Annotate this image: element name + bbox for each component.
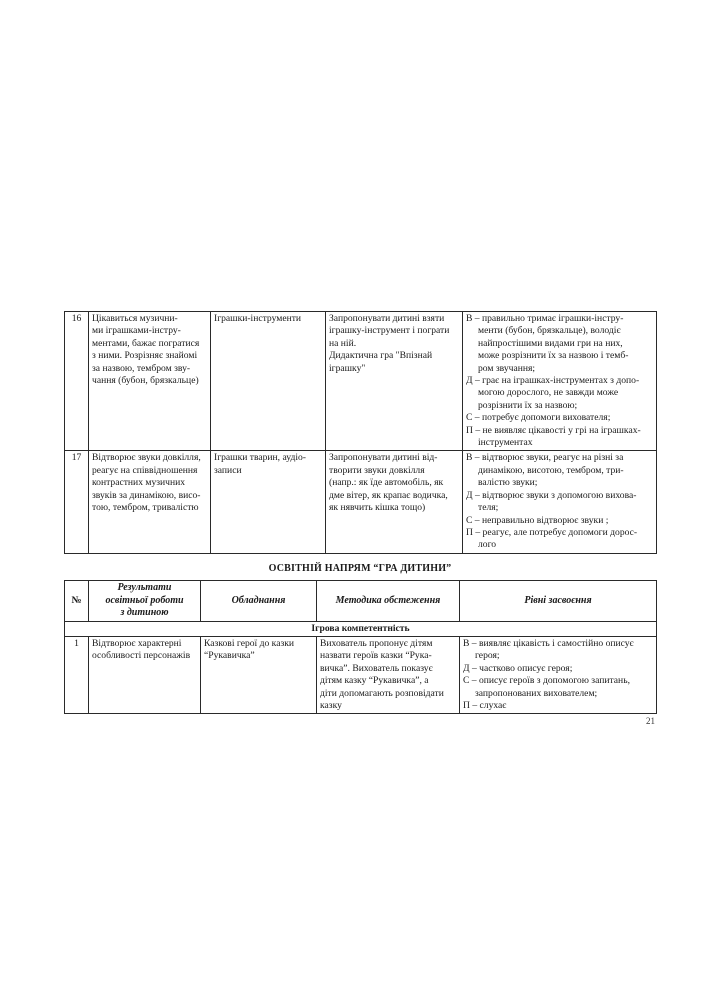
observation-table bbox=[64, 580, 657, 714]
row-number: 17 bbox=[65, 451, 89, 553]
level-item: С – неправильно відтворює звуки ; bbox=[466, 514, 609, 526]
row-number: 16 bbox=[65, 312, 89, 451]
level-item: П – не виявляє цікавості у грі на іграшках- інструментах bbox=[466, 424, 641, 449]
header-levels: Рівні засвоєння bbox=[460, 581, 657, 622]
observation-table-continued bbox=[64, 311, 657, 554]
header-equipment: Обладнання bbox=[201, 581, 317, 622]
row-number: 1 bbox=[65, 636, 89, 713]
levels-cell bbox=[460, 636, 657, 713]
competence-subheader: Ігрова компетентність bbox=[65, 621, 657, 636]
level-item: Д – відтворює звуки з допомогою вихова- теля; bbox=[466, 489, 637, 514]
equipment-cell: Іграшки тварин, аудіо- записи bbox=[211, 451, 326, 553]
equipment-cell: Іграшки-інструменти bbox=[211, 312, 326, 451]
result-cell: Відтворює характерні особливості персонажів bbox=[89, 636, 201, 713]
table-row bbox=[65, 312, 657, 451]
result-cell: Цікавиться музични- ми іграшками-інстру- ментами, бажає погратися з ними. Розрізняє знайомі за назвою, тембром зву- чання (бубон, брязкальце) bbox=[89, 312, 211, 451]
level-item: В – відтворює звуки, реагує на різні за динамікою, висотою, тембром, три- валістю звуки; bbox=[466, 452, 624, 489]
section-title: ОСВІТНІЙ НАПРЯМ “ГРА ДИТИНИ” bbox=[268, 563, 452, 574]
equipment-cell: Казкові герої до казки “Рукавичка” bbox=[201, 636, 317, 713]
page-number: 21 bbox=[646, 716, 655, 726]
table-row bbox=[65, 451, 657, 553]
level-item: Д – частково описує героя; bbox=[463, 662, 573, 674]
result-cell: Відтворює звуки довкілля, реагує на співвідношення контрастних музичних звуків за динамікою, висо- тою, тембром, тривалістю bbox=[89, 451, 211, 553]
level-item: П – реагує, але потребує допомоги дорос- лого bbox=[466, 526, 638, 551]
level-item: В – правильно тримає іграшки-інстру- менти (бубон, брязкальце), володіє найпростішими видами гри на них, може розрізнити їх за назвою і темб- ром звучання; bbox=[466, 313, 629, 374]
header-num: № bbox=[65, 581, 89, 622]
level-item: Д – грає на іграшках-інструментах з допо- могою дорослого, не завжди може розрізнити їх за назвою; bbox=[466, 375, 640, 411]
level-item: П – слухає bbox=[463, 699, 507, 711]
level-item: С – потребує допомоги вихователя; bbox=[466, 412, 611, 424]
level-item: С – описує героїв з допомогою запитань, запропонованих вихователем; bbox=[463, 675, 630, 699]
method-cell: Вихователь пропонує дітям назвати героїв казки “Рука- вичка”. Вихователь показує дітям казку “Рукавичка”, а діти допомагають розповідати казку bbox=[317, 636, 460, 713]
table-subheader-row bbox=[65, 621, 657, 636]
levels-cell bbox=[463, 312, 657, 451]
level-item: В – виявляє цікавість і самостійно описує героя; bbox=[463, 637, 634, 662]
levels-cell bbox=[463, 451, 657, 553]
header-method: Методика обстеження bbox=[317, 581, 460, 622]
method-cell: Запропонувати дитині взяти іграшку-інструмент і пограти на ній. Дидактична гра "Впізнай іграшку" bbox=[326, 312, 463, 451]
table-header-row bbox=[65, 581, 657, 622]
header-result: Результати освітньої роботи з дитиною bbox=[89, 581, 201, 622]
method-cell: Запропонувати дитині від- творити звуки довкілля (напр.: як їде автомобіль, як дме вітер, як крапає водичка, як нявчить кішка тощо) bbox=[326, 451, 463, 553]
table-row bbox=[65, 636, 657, 713]
